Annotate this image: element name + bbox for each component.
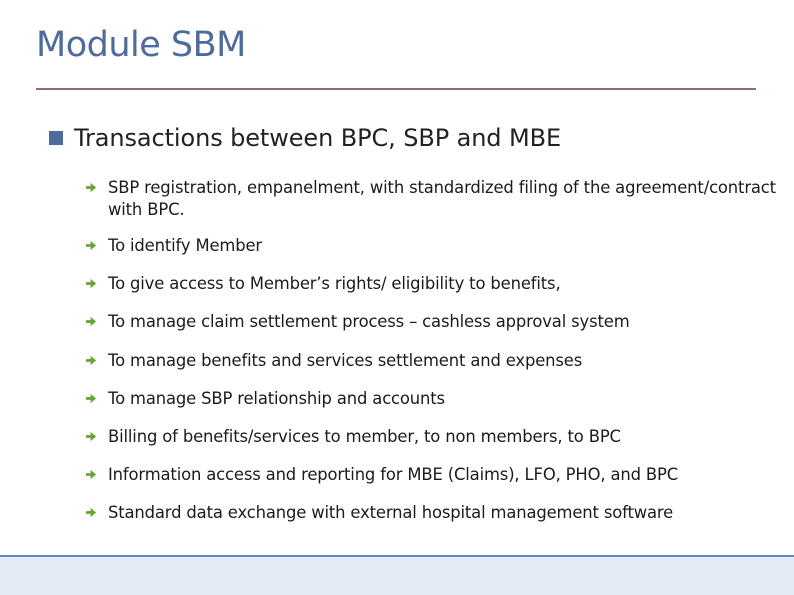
sub-bullet-item bbox=[86, 350, 776, 373]
arrow-right-icon bbox=[86, 240, 97, 251]
sub-bullet-text: Standard data exchange with external hospital management software bbox=[108, 503, 674, 523]
arrow-right-icon bbox=[86, 507, 97, 518]
sub-bullet-text: To manage benefits and services settlement and expenses bbox=[108, 350, 583, 370]
sub-bullet-text: SBP registration, empanelment, with standardized filing of the agreement/contract with BPC. bbox=[108, 178, 776, 219]
sub-bullet-item bbox=[86, 177, 776, 221]
main-bullet bbox=[49, 124, 561, 152]
sub-bullet-text: Information access and reporting for MBE (Claims), LFO, PHO, and BPC bbox=[108, 465, 679, 485]
arrow-right-icon bbox=[86, 431, 97, 442]
sub-bullet-list bbox=[86, 177, 776, 541]
sub-bullet-item bbox=[86, 426, 776, 449]
arrow-right-icon bbox=[86, 393, 97, 404]
sub-bullet-text: Billing of benefits/services to member, to non members, to BPC bbox=[108, 426, 621, 446]
arrow-right-icon bbox=[86, 316, 97, 327]
sub-bullet-item bbox=[86, 235, 776, 258]
slide-title: Module SBM bbox=[36, 25, 246, 65]
sub-bullet-text: To give access to Member’s rights/ eligibility to benefits, bbox=[108, 274, 561, 294]
sub-bullet-item bbox=[86, 464, 776, 487]
main-bullet-text: Transactions between BPC, SBP and MBE bbox=[74, 124, 562, 152]
square-bullet-icon bbox=[49, 131, 63, 145]
sub-bullet-item bbox=[86, 502, 776, 525]
sub-bullet-item bbox=[86, 311, 776, 334]
sub-bullet-text: To manage claim settlement process – cashless approval system bbox=[108, 312, 630, 332]
sub-bullet-text: To identify Member bbox=[108, 236, 262, 255]
sub-bullet-item bbox=[86, 388, 776, 411]
footer-bar bbox=[0, 555, 794, 595]
sub-bullet-item bbox=[86, 273, 776, 296]
arrow-right-icon bbox=[86, 355, 97, 366]
sub-bullet-text: To manage SBP relationship and accounts bbox=[108, 388, 445, 408]
arrow-right-icon bbox=[86, 278, 97, 289]
arrow-right-icon bbox=[86, 469, 97, 480]
title-divider bbox=[36, 88, 756, 90]
arrow-right-icon bbox=[86, 182, 97, 193]
